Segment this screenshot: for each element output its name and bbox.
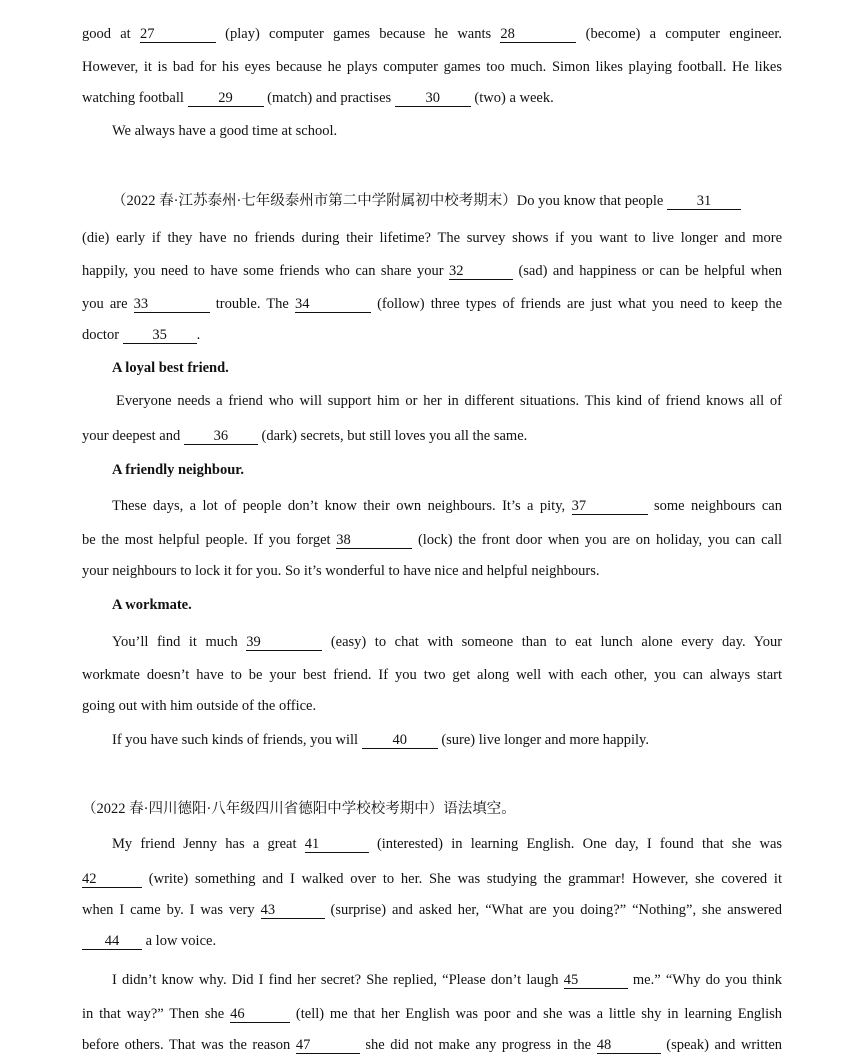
passage2-workmate-line-2: workmate doesn’t have to be your best friend. If you two get along well with each other, you can always start bbox=[82, 667, 782, 683]
passage1-line-2: However, it is bad for his eyes because he plays computer games too much. Simon likes playing football. He likes bbox=[82, 59, 782, 75]
blank-27[interactable]: 27 bbox=[140, 27, 216, 43]
blank-35[interactable]: 35 bbox=[123, 328, 197, 344]
blank-38[interactable]: 38 bbox=[336, 533, 412, 549]
passage2-friend-line-1: Everyone needs a friend who will support him or her in different situations. This kind of friend knows all of bbox=[116, 393, 782, 409]
passage2-line-5: doctor 35 . bbox=[82, 327, 201, 343]
blank-34[interactable]: 34 bbox=[295, 297, 371, 313]
passage2-intro: （2022 春·江苏泰州·七年级泰州市第二中学附属初中校考期末）Do you know that people 31 bbox=[112, 192, 782, 210]
blank-29[interactable]: 29 bbox=[188, 91, 264, 107]
blank-41[interactable]: 41 bbox=[305, 837, 369, 853]
passage3-line-5: I didn’t know why. Did I find her secret? She replied, “Please don’t laugh 45 me.” “Why do you think bbox=[112, 972, 783, 988]
passage2-neighbour-line-3: your neighbours to lock it for you. So it’s wonderful to have nice and helpful neighbours. bbox=[82, 563, 600, 579]
blank-36[interactable]: 36 bbox=[184, 429, 258, 445]
blank-33[interactable]: 33 bbox=[134, 297, 210, 313]
passage2-line-3: happily, you need to have some friends who can share your 32 (sad) and happiness or can be helpful when bbox=[82, 263, 783, 279]
passage3-line-3: when I came by. I was very 43 (surprise) and asked her, “What are you doing?” “Nothing”, she answered bbox=[82, 902, 782, 918]
passage3-line-2: 42 (write) something and I walked over to her. She was studying the grammar! However, she covered it bbox=[82, 871, 782, 887]
passage2-friend-line-2: your deepest and 36 (dark) secrets, but still loves you all the same. bbox=[82, 428, 528, 444]
passage2-line-4: you are 33 trouble. The 34 (follow) three types of friends are just what you need to keep the bbox=[82, 296, 783, 312]
blank-37[interactable]: 37 bbox=[572, 499, 648, 515]
blank-32[interactable]: 32 bbox=[449, 264, 513, 280]
passage2-workmate-line-1: You’ll find it much 39 (easy) to chat with someone than to eat lunch alone every day. Your bbox=[112, 634, 783, 650]
heading-workmate: A workmate. bbox=[112, 597, 192, 613]
passage2-workmate-line-3: going out with him outside of the office. bbox=[82, 698, 317, 714]
passage1-line-3: watching football 29 (match) and practises 30 (two) a week. bbox=[82, 90, 554, 106]
blank-30[interactable]: 30 bbox=[395, 91, 471, 107]
passage3-line-1: My friend Jenny has a great 41 (interested) in learning English. One day, I found that she was bbox=[112, 836, 783, 852]
blank-45[interactable]: 45 bbox=[564, 973, 628, 989]
blank-40[interactable]: 40 bbox=[362, 733, 438, 749]
heading-friendly-neighbour: A friendly neighbour. bbox=[112, 462, 245, 478]
passage1-line-4: We always have a good time at school. bbox=[112, 123, 338, 139]
passage3-line-4: 44 a low voice. bbox=[82, 932, 782, 950]
blank-31[interactable]: 31 bbox=[667, 194, 741, 210]
blank-28[interactable]: 28 bbox=[500, 27, 576, 43]
blank-46[interactable]: 46 bbox=[230, 1007, 290, 1023]
blank-43[interactable]: 43 bbox=[261, 903, 325, 919]
passage3-line-7: before others. That was the reason 47 she did not make any progress in the 48 (speak) and written bbox=[82, 1037, 783, 1053]
blank-44[interactable]: 44 bbox=[82, 934, 142, 950]
blank-39[interactable]: 39 bbox=[246, 635, 322, 651]
passage3-intro: （2022 春·四川德阳·八年级四川省德阳中学校校考期中）语法填空。 bbox=[82, 801, 516, 817]
passage2-neighbour-line-2: be the most helpful people. If you forget 38 (lock) the front door when you are on holiday, you can call bbox=[82, 532, 783, 548]
blank-42[interactable]: 42 bbox=[82, 872, 142, 888]
heading-loyal-best-friend: A loyal best friend. bbox=[112, 360, 229, 376]
blank-48[interactable]: 48 bbox=[597, 1038, 661, 1054]
passage2-neighbour-line-1: These days, a lot of people don’t know their own neighbours. It’s a pity, 37 some neighbours can bbox=[112, 498, 782, 514]
passage3-line-6: in that way?” Then she 46 (tell) me that her English was poor and she was a little shy in learning English bbox=[82, 1006, 783, 1022]
passage2-line-2: (die) early if they have no friends during their lifetime? The survey shows if you want to live longer and more bbox=[82, 230, 782, 246]
blank-47[interactable]: 47 bbox=[296, 1038, 360, 1054]
passage1-line-1: good at 27 (play) computer games because he wants 28 (become) a computer engineer. bbox=[82, 26, 782, 42]
passage2-conclusion: If you have such kinds of friends, you will 40 (sure) live longer and more happily. bbox=[112, 732, 649, 748]
